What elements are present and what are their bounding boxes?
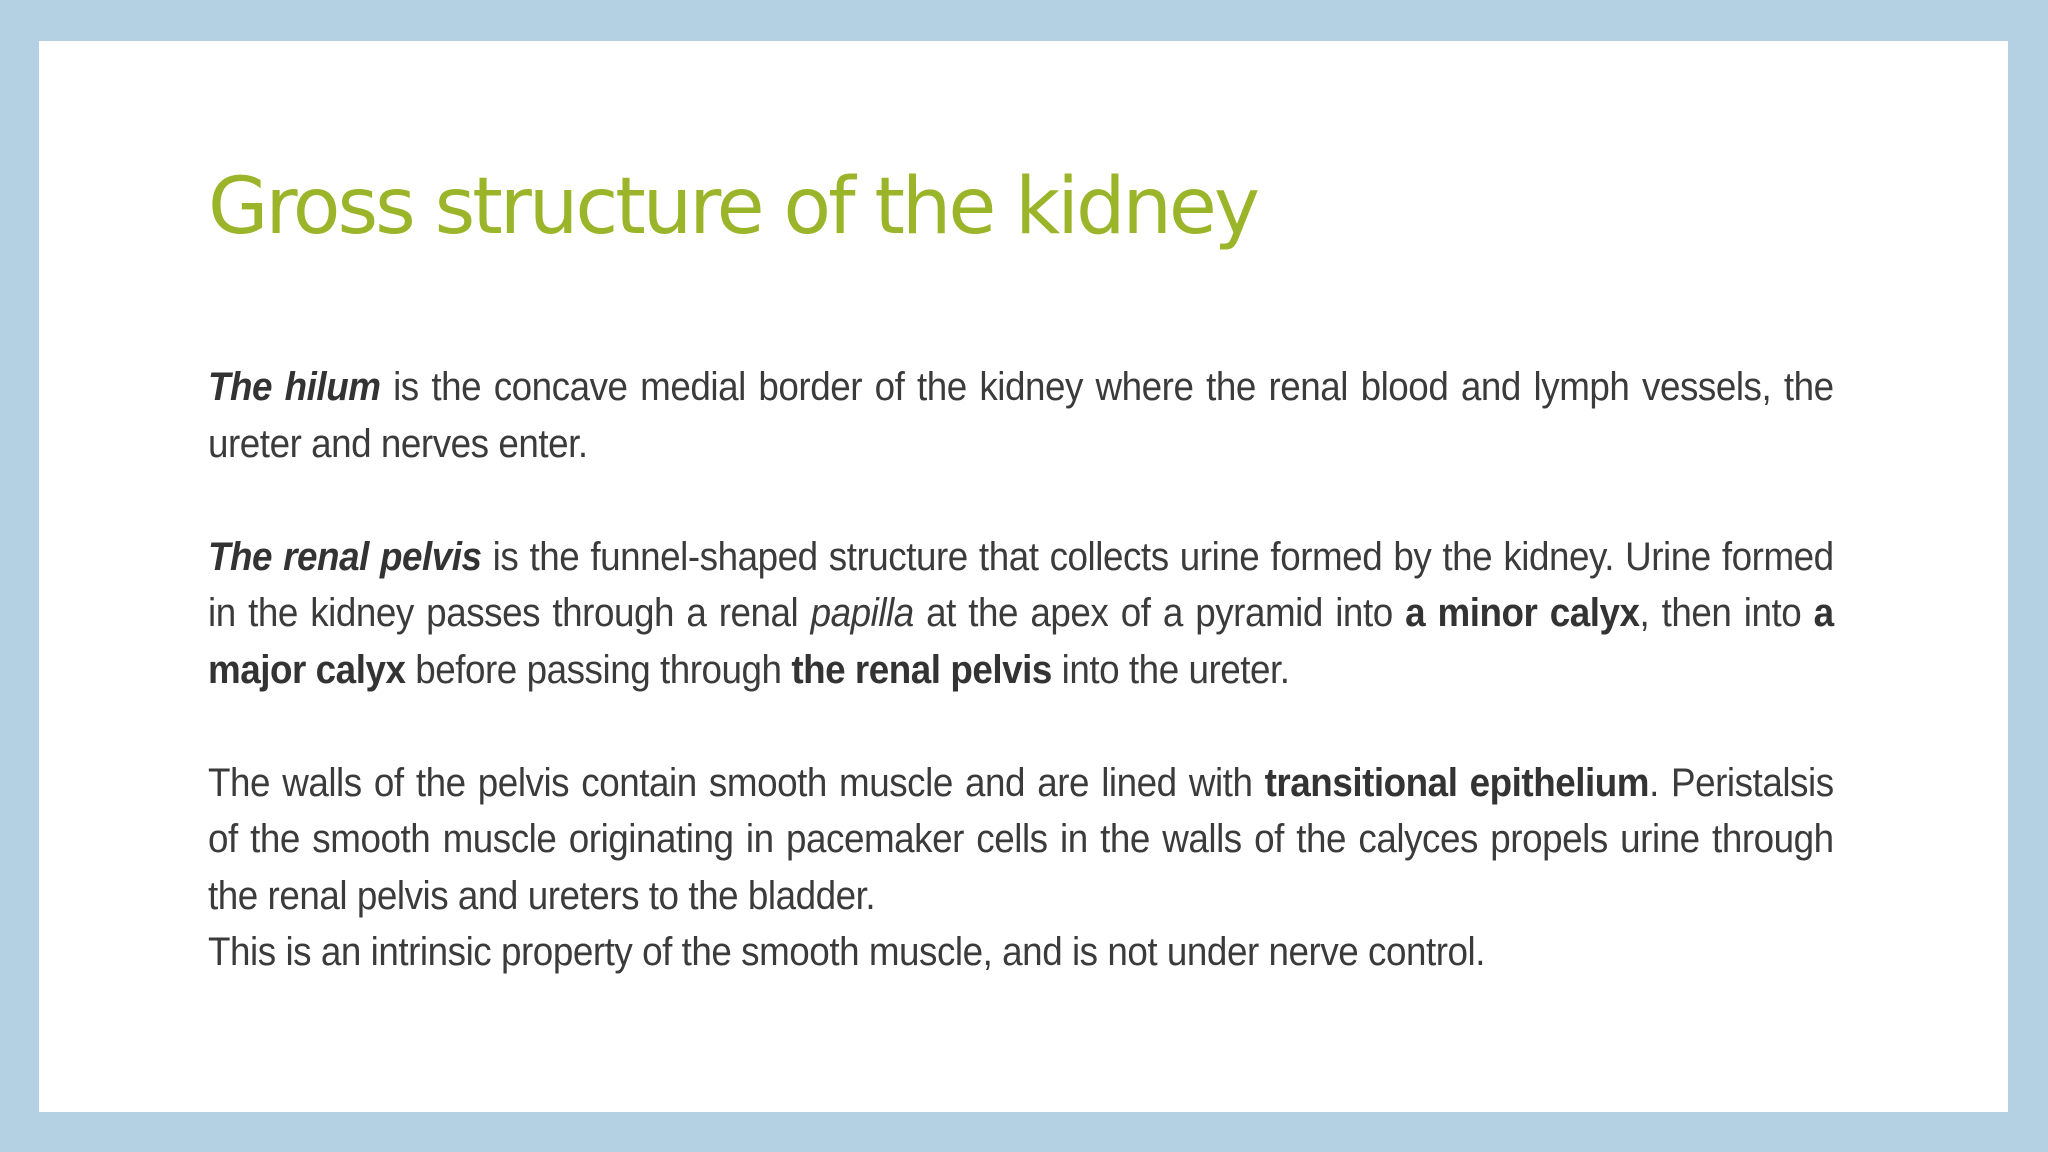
term-hilum: The hilum [208, 365, 381, 409]
renal-pelvis-text-5: into the ureter. [1051, 647, 1290, 692]
paragraph-intrinsic-property: This is an intrinsic property of the smooth muscle, and is not under nerve control. [208, 930, 1486, 974]
hilum-description: is the concave medial border of the kidney where the renal blood and lymph vessels, the ureter and nerves enter. [208, 365, 1834, 466]
renal-pelvis-text-1: is the funnel-shaped structure that collects urine formed by the kidney. Urine formed in the kidney passes through a renal [208, 534, 1834, 635]
term-transitional-epithelium: transitional epithelium [1264, 760, 1650, 805]
term-the-renal-pelvis: the renal pelvis [791, 647, 1052, 692]
renal-pelvis-text-4: before passing through [405, 647, 792, 692]
term-papilla: papilla [810, 591, 914, 635]
paragraph-hilum [208, 359, 1834, 472]
term-renal-pelvis: The renal pelvis [208, 534, 482, 579]
paragraph-pelvis-walls [208, 755, 1834, 925]
term-minor-calyx: a minor calyx [1405, 591, 1640, 635]
paragraph-renal-pelvis [208, 529, 1834, 699]
term-major-calyx: a major calyx [208, 591, 1834, 692]
slide-body [208, 359, 1834, 981]
pelvis-walls-text-1: The walls of the pelvis contain smooth muscle and are lined with [208, 760, 1265, 805]
renal-pelvis-text-2: at the apex of a pyramid into [913, 591, 1406, 635]
slide-title: Gross structure of the kidney [208, 162, 1258, 252]
renal-pelvis-text-3: , then into [1639, 591, 1814, 635]
slide [39, 41, 2008, 1112]
pelvis-walls-text-2: . Peristalsis of the smooth muscle originating in pacemaker cells in the walls of the calyces propels urine through the renal pelvis and ureters to the bladder. [208, 760, 1834, 918]
paragraph-spacer [208, 472, 1834, 529]
paragraph-spacer [208, 698, 1834, 755]
